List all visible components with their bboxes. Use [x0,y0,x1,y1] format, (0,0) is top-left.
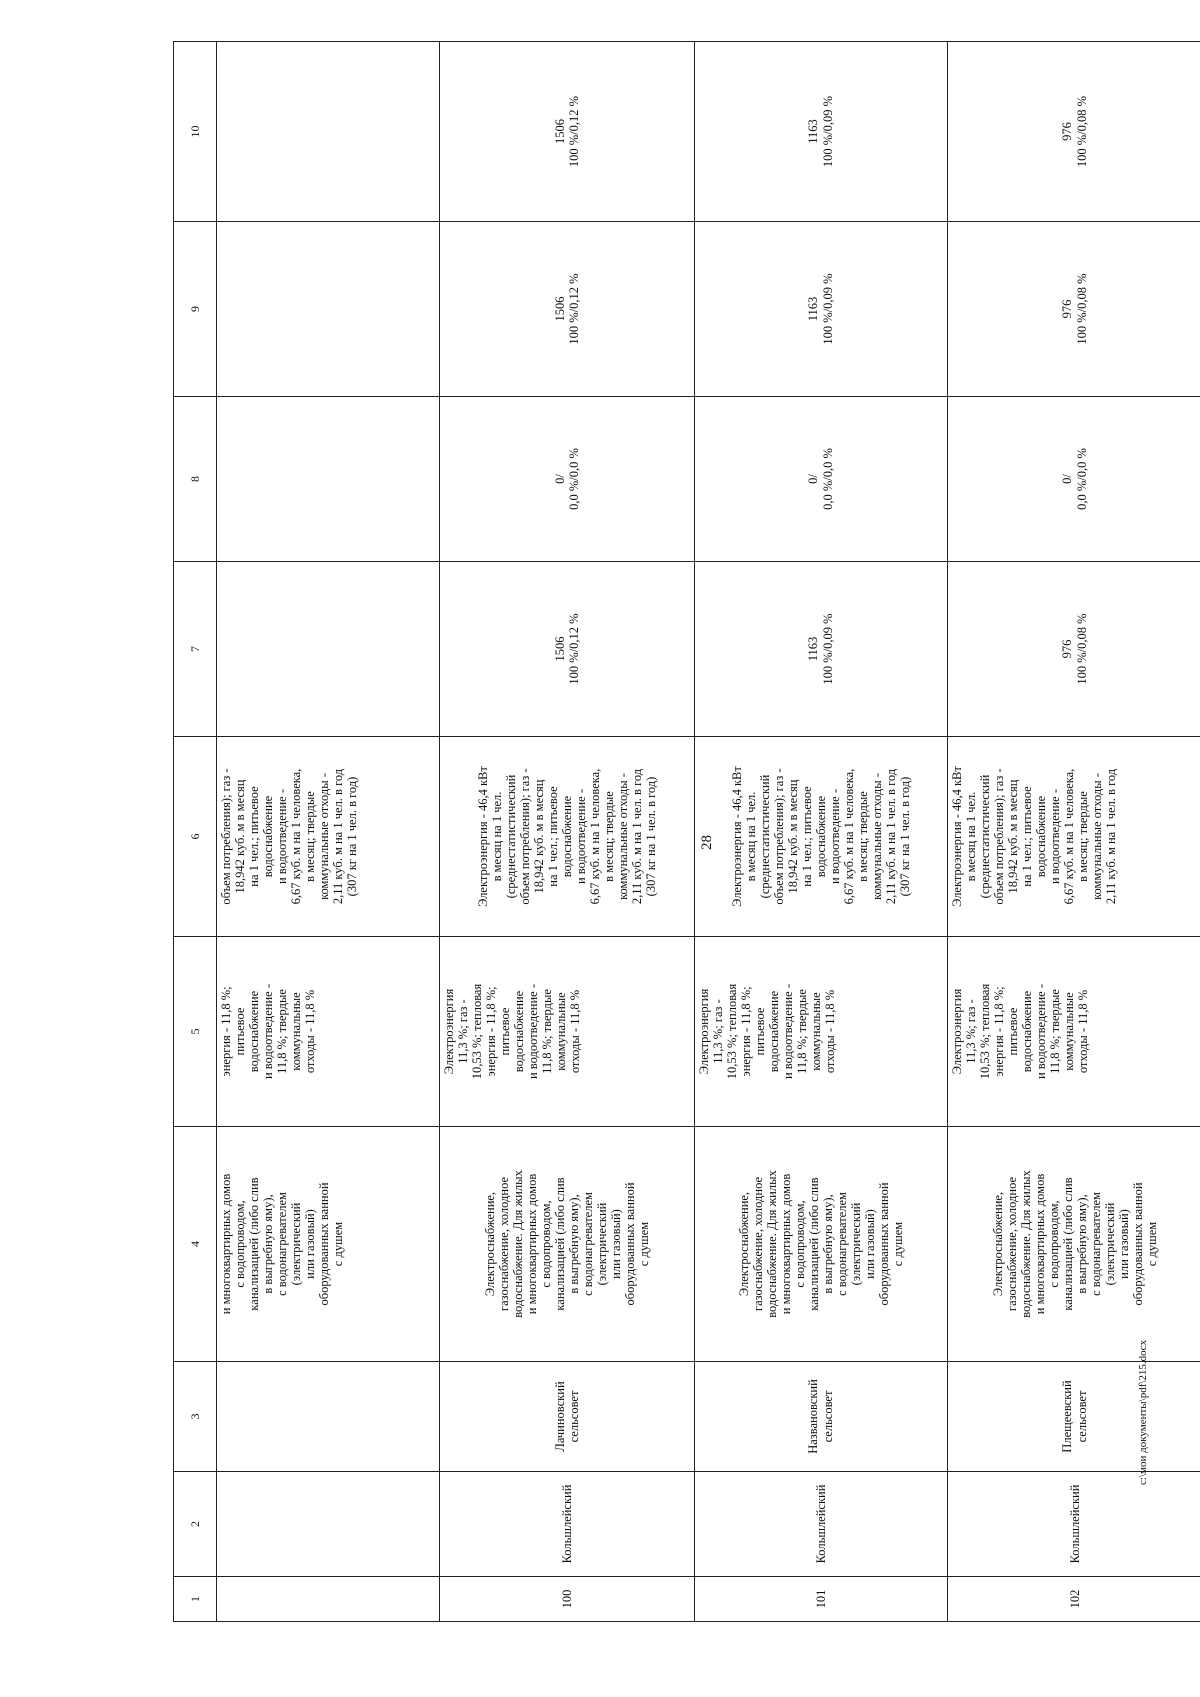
cell-text-line: в выгребную яму), [567,1194,582,1294]
cell-text-line: канализацией (либо слив [246,1177,261,1311]
cell-text-line: питьевое [753,1007,768,1056]
cell-text-line: коммунальные [288,992,303,1071]
cell-text-line: 1506 [552,296,567,322]
cell-text-line: 0,0 %/0,0 % [1074,448,1089,510]
cell-col2: Кольшлейский [440,1472,695,1577]
cell-text-line: (электрический [595,1202,610,1286]
cell-col9 [947,222,1200,397]
cell-text-line: 0/ [1060,474,1075,484]
rotated-table-wrapper [173,42,1200,1622]
cell-text-line: с водонагревателем [581,1192,596,1296]
cell-text-line: энергия - 11,8 %; [739,986,754,1077]
cell-col1: 101 [695,1577,948,1622]
cell-text-line: 11,8 %; твердые [1047,989,1062,1074]
cell-text-line: энергия - 11,8 %; [991,986,1006,1077]
cell-text-line: коммунальные отходы - [1089,773,1104,900]
cell-text-line: с душем [1144,1221,1159,1267]
cell-text-line: (307 кг на 1 чел. в год) [898,776,913,897]
column-number: 10 [174,42,217,222]
cell-text-line: оборудованных ванной [1130,1182,1145,1306]
cell-text-line: 1163 [806,296,821,322]
cell-text-line: 100 %/0,09 % [821,95,836,168]
cell-col5 [440,937,695,1127]
column-number-row [174,42,217,1622]
cell-text-line: в выгребную яму), [260,1194,275,1294]
cell-text-line: Плещеевский [1060,1380,1075,1453]
cell-col6 [440,737,695,937]
cell-text-line: оборудованных ванной [623,1182,638,1306]
cell-text-line: с водопроводом, [232,1200,247,1288]
cell-text-line: 2,11 куб. м на 1 чел. в год [630,768,645,905]
cell-col7 [695,562,948,737]
cell-col3 [947,1362,1200,1472]
cell-text-line: 6,67 куб. м на 1 человека, [288,768,303,905]
cell-text-line: 100 %/0,12 % [567,613,582,685]
cell-text-line: на 1 чел.; питьевое [246,786,261,887]
cell-text-line: коммунальные отходы - [870,773,885,900]
cell-text-line: оборудованных ванной [877,1182,892,1306]
cell-text-line: 1163 [806,119,821,144]
cell-text-line: отходы - 11,8 % [568,989,583,1074]
cell-text-line: оборудованных ванной [316,1182,331,1306]
cell-text-line: канализацией (либо слив [1060,1177,1075,1311]
cell-text-line: 1506 [552,119,567,144]
footer-file-path: c:\мои документы\pdf\215.docx [1137,1339,1149,1485]
cell-text-line: 11,3 %; газ - [963,999,978,1064]
column-number: 1 [174,1577,217,1622]
cell-text-line: 100 %/0,09 % [821,613,836,685]
cell-col1: 100 [440,1577,695,1622]
cell-text-line: Электроэнергия [949,988,964,1075]
cell-col7 [440,562,695,737]
cell-text-line: питьевое [498,1007,513,1056]
cell-text-line: на 1 чел.; питьевое [800,786,815,887]
cell-text-line: 10,53 %; тепловая [725,983,740,1080]
column-number: 2 [174,1472,217,1577]
cell-text-line: на 1 чел.; питьевое [1019,786,1034,887]
footer [1137,1339,1149,1486]
cell-text-line: и водоотведение - [274,789,289,885]
cell-text-line: 11,8 %; твердые [540,989,555,1074]
cell-text-line: газоснабжение, холодное [497,1176,512,1312]
cell-text-line: с водонагревателем [274,1192,289,1296]
cell-text-line: 10,53 %; тепловая [977,983,992,1080]
cell-text-line: сельсовет [567,1390,582,1443]
cell-text-line: на 1 чел.; питьевое [546,786,561,887]
cell-text-line: и водоотведение - [260,984,275,1080]
cell-text-line: объем потребления); газ - [218,768,233,905]
cell-text-line: водоснабжение [1033,795,1048,878]
cell-text-line: (электрический [1102,1202,1117,1286]
cell-text-line: Электроснабжение, [483,1191,498,1297]
cell-text-line: водоснабжение [767,990,782,1073]
column-number: 5 [174,937,217,1127]
cell-text-line: и водоотведение - [1033,984,1048,1080]
cell-text-line: отходы - 11,8 % [1075,989,1090,1074]
cell-text-line: или газовый) [609,1209,624,1279]
column-number: 3 [174,1362,217,1472]
cell-text-line: с водопроводом, [793,1200,808,1288]
cell-text-line: 2,11 куб. м на 1 чел. в год [884,768,899,905]
cell-text-line: 100 %/0,08 % [1074,273,1089,345]
cell-col3 [440,1362,695,1472]
cell-text-line: 1506 [552,636,567,662]
table-row [947,42,1200,1622]
cell-text-line: 18,942 куб. м в месяц [532,779,547,894]
cell-text-line: водоснабжение [246,990,261,1073]
cell-col9 [440,222,695,397]
cell-col9 [695,222,948,397]
cell-text-line: отходы - 11,8 % [823,989,838,1074]
cell-text-line: в выгребную яму), [821,1194,836,1294]
cell-text-line: (электрический [849,1202,864,1286]
cell-text-line: коммунальные [1061,992,1076,1071]
cell-col8 [947,397,1200,562]
cell-text-line: в месяц на 1 чел. [490,791,505,882]
cell-col8 [440,397,695,562]
cell-col2: Кольшлейский [695,1472,948,1577]
cell-col7 [947,562,1200,737]
cell-text-line: коммунальные отходы - [316,773,331,900]
cell-text-line: газоснабжение, холодное [751,1176,766,1312]
column-number: 9 [174,222,217,397]
cell-text-line: с водопроводом, [1046,1200,1061,1288]
cell-text-line: и многоквартирных домов [779,1173,794,1315]
cell-text-line: в месяц; твердые [1075,791,1090,882]
cell-text-line: и многоквартирных домов [218,1173,233,1315]
cell-text-line: или газовый) [863,1209,878,1279]
cell-text-line: сельсовет [1074,1390,1089,1443]
cell-text-line: канализацией (либо слив [553,1177,568,1311]
cell-text-line: водоснабжение. Для жилых [1018,1170,1033,1318]
cell-text-line: и водоотведение - [526,984,541,1080]
cell-col10 [695,42,948,222]
cell-text-line: 6,67 куб. м на 1 человека, [1061,768,1076,905]
cell-text-line: и водоотведение - [574,789,589,885]
cell-col2: Кольшлейский [947,1472,1200,1577]
cell-text-line: и водоотведение - [828,789,843,885]
cell-text-line: в месяц на 1 чел. [744,791,759,882]
cell-text-line: 100 %/0,08 % [1074,613,1089,685]
cell-text-line: объем потребления); газ - [518,768,533,905]
cell-text-line: 100 %/0,09 % [821,273,836,345]
table-row [440,42,695,1622]
cell-text-line: или газовый) [1116,1209,1131,1279]
cell-text-line: в месяц; твердые [602,791,617,882]
cell-text-line: водоснабжение [260,795,275,878]
cell-text-line: водоснабжение. Для жилых [765,1170,780,1318]
cell-text-line: 0,0 %/0,0 % [821,448,836,510]
cell-text-line: в выгребную яму), [1074,1194,1089,1294]
cell-text-line: Электроэнергия - 46,4 кВт [730,766,745,907]
column-number: 4 [174,1127,217,1362]
cell-text-line: с душем [891,1221,906,1267]
cell-text-line: с душем [330,1221,345,1267]
cell-col4 [947,1127,1200,1362]
cell-text-line: 976 [1060,639,1075,659]
cell-text-line: 976 [1060,299,1075,319]
cell-text-line: водоснабжение [1019,990,1034,1073]
cell-col4 [216,1127,439,1362]
cell-text-line: 2,11 куб. м на 1 чел. в год [1103,768,1118,905]
cell-text-line: и водоотведение - [781,984,796,1080]
table-row-continuation [216,42,439,1622]
cell-text-line: и многоквартирных домов [1032,1173,1047,1315]
cell-text-line: газоснабжение, холодное [1004,1176,1019,1312]
cell-text-line: в месяц на 1 чел. [963,791,978,882]
column-number: 7 [174,562,217,737]
cell-text-line: водоснабжение [512,990,527,1073]
cell-col6 [947,737,1200,937]
cell-text-line: в месяц; твердые [302,791,317,882]
cell-text-line: с водопроводом, [539,1200,554,1288]
cell-text-line: 0/ [552,474,567,484]
cell-text-line: и водоотведение - [1047,789,1062,885]
cell-text-line: 11,8 %; твердые [274,989,289,1074]
cell-col8 [695,397,948,562]
cell-text-line: 6,67 куб. м на 1 человека, [588,768,603,905]
cell-text-line: объем потребления); газ - [772,768,787,905]
cell-col6 [216,737,439,937]
cell-text-line: с душем [637,1221,652,1267]
cell-text-line: 11,8 %; твердые [795,989,810,1074]
cell-text-line: (электрический [288,1202,303,1286]
cell-text-line: (307 кг на 1 чел. в год) [644,776,659,897]
cell-text-line: объем потребления); газ - [991,768,1006,905]
cell-text-line: или газовый) [302,1209,317,1279]
page-number: 28 [699,835,715,850]
cell-text-line: Электроэнергия [442,988,457,1075]
cell-text-line: канализацией (либо слив [807,1177,822,1311]
cell-text-line: с водонагревателем [1088,1192,1103,1296]
cell-text-line: (среднестатистический [758,774,773,899]
cell-text-line: Электроэнергия - 46,4 кВт [476,766,491,907]
cell-text-line: 10,53 %; тепловая [470,983,485,1080]
cell-text-line: Электроснабжение, [990,1191,1005,1297]
cell-col3 [695,1362,948,1472]
cell-text-line: 18,942 куб. м в месяц [1005,779,1020,894]
cell-text-line: питьевое [1005,1007,1020,1056]
cell-text-line: 11,3 %; газ - [711,999,726,1064]
cell-text-line: 100 %/0,08 % [1074,95,1089,168]
cell-text-line: 976 [1060,122,1075,141]
cell-text-line: энергия - 11,8 %; [218,986,233,1077]
cell-col5 [695,937,948,1127]
cell-col5 [216,937,439,1127]
cell-text-line: с водонагревателем [835,1192,850,1296]
cell-col1: 102 [947,1577,1200,1622]
data-table [173,41,1200,1622]
cell-text-line: Лачиновский [552,1381,567,1452]
cell-text-line: 100 %/0,12 % [567,95,582,168]
cell-text-line: 11,3 %; газ - [456,999,471,1064]
cell-text-line: Электроэнергия - 46,4 кВт [949,766,964,907]
cell-text-line: 100 %/0,12 % [567,273,582,345]
cell-text-line: (307 кг на 1 чел. в год) [344,776,359,897]
cell-text-line: в месяц; твердые [856,791,871,882]
column-number: 6 [174,737,217,937]
cell-text-line: сельсовет [821,1390,836,1443]
cell-text-line: коммунальные [809,992,824,1071]
cell-text-line: (среднестатистический [504,774,519,899]
cell-col4 [440,1127,695,1362]
cell-text-line: 0,0 %/0,0 % [567,448,582,510]
cell-col5 [947,937,1200,1127]
cell-col10 [440,42,695,222]
cell-text-line: питьевое [232,1007,247,1056]
cell-text-line: 0/ [806,474,821,484]
cell-text-line: водоснабжение. Для жилых [511,1170,526,1318]
cell-text-line: Названовский [806,1379,821,1454]
cell-text-line: 18,942 куб. м в месяц [232,779,247,894]
cell-col4 [695,1127,948,1362]
cell-text-line: 6,67 куб. м на 1 человека, [842,768,857,905]
cell-text-line: 1163 [806,636,821,662]
table-row [695,42,948,1622]
cell-col6 [695,737,948,937]
cell-text-line: и многоквартирных домов [525,1173,540,1315]
cell-text-line: водоснабжение [560,795,575,878]
cell-col10 [947,42,1200,222]
cell-text-line: Электроснабжение, [737,1191,752,1297]
cell-text-line: 18,942 куб. м в месяц [786,779,801,894]
cell-text-line: Электроэнергия [697,988,712,1075]
column-number: 8 [174,397,217,562]
cell-text-line: коммунальные [554,992,569,1071]
cell-text-line: водоснабжение [814,795,829,878]
cell-text-line: отходы - 11,8 % [302,989,317,1074]
cell-text-line: 2,11 куб. м на 1 чел. в год [330,768,345,905]
cell-text-line: энергия - 11,8 %; [484,986,499,1077]
cell-text-line: (среднестатистический [977,774,992,899]
cell-text-line: коммунальные отходы - [616,773,631,900]
